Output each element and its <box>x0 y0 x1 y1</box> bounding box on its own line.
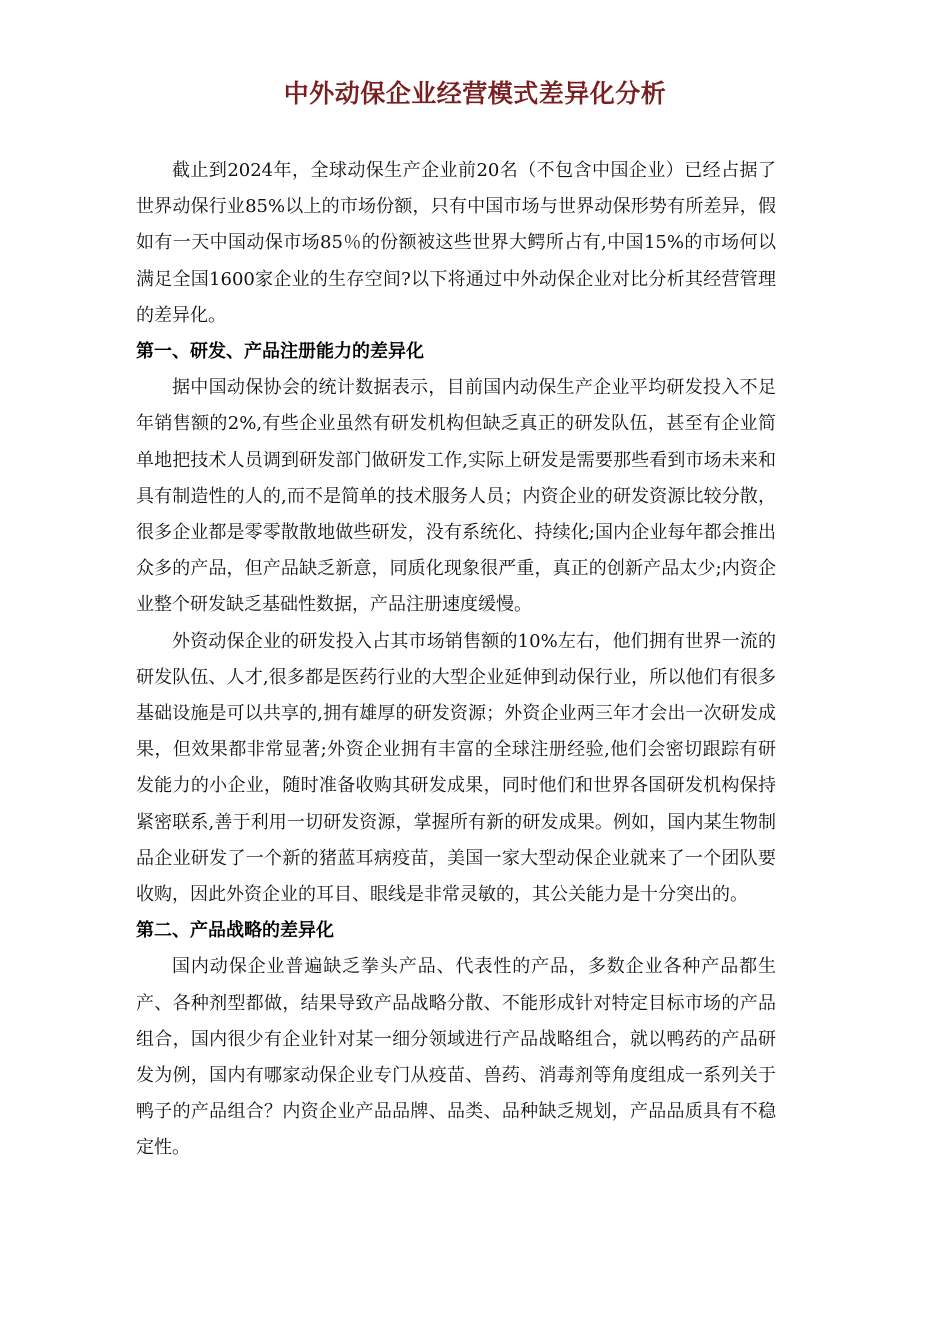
document-body <box>136 153 776 1167</box>
document-title: 中外动保企业经营模式差异化分析 <box>283 79 667 108</box>
body-paragraph: 国内动保企业普遍缺乏拳头产品、代表性的产品，多数企业各种产品都生产、各种剂型都做，结果导致产品战略分散、不能形成针对特定目标市场的产品组合，国内很少有企业针对某一细分领域进行产品战略组合，就以鸭药的产品研发为例，国内有哪家动保企业专门从疫苗、兽药、消毒剂等角度组成一系列关于鸭子的产品组合？内资企业产品品牌、品类、品种缺乏规划，产品品质具有不稳定性。 <box>136 956 776 1159</box>
section-heading-product-strategy: 第二、产品战略的差异化 <box>136 920 334 942</box>
body-paragraph: 外资动保企业的研发投入占其市场销售额的10%左右，他们拥有世界一流的研发队伍、人才,很多都是医药行业的大型企业延伸到动保行业，所以他们有很多基础设施是可以共享的,拥有雄厚的研发资源；外资企业两三年才会出一次研发成果，但效果都非常显著;外资企业拥有丰富的全球注册经验,他们会密切跟踪有研发能力的小企业，随时准备收购其研发成果，同时他们和世界各国研发机构保持紧密联系,善于利用一切研发资源，掌握所有新的研发成果。例如，国内某生物制品企业研发了一个新的猪蓝耳病疫苗，美国一家大型动保企业就来了一个团队要收购，因此外资企业的耳目、眼线是非常灵敏的，其公关能力是十分突出的。 <box>136 630 776 906</box>
section-heading-research: 第一、研发、产品注册能力的差异化 <box>136 341 424 363</box>
intro-paragraph: 截止到2024年，全球动保生产企业前20名（不包含中国企业）已经占据了世界动保行业85%以上的市场份额，只有中国市场与世界动保形势有所差异，假如有一天中国动保市场85％的份额被这些世界大鳄所占有,中国15%的市场何以满足全国1600家企业的生存空间?以下将通过中外动保企业对比分析其经营管理的差异化。 <box>136 160 776 326</box>
body-paragraph: 据中国动保协会的统计数据表示，目前国内动保生产企业平均研发投入不足年销售额的2%,有些企业虽然有研发机构但缺乏真正的研发队伍，甚至有企业简单地把技术人员调到研发部门做研发工作,实际上研发是需要那些看到市场未来和具有制造性的人的,而不是简单的技术服务人员；内资企业的研发资源比较分散，很多企业都是零零散散地做些研发，没有系统化、持续化;国内企业每年都会推出众多的产品，但产品缺乏新意，同质化现象很严重，真正的创新产品太少;内资企业整个研发缺乏基础性数据，产品注册速度缓慢。 <box>136 377 776 616</box>
